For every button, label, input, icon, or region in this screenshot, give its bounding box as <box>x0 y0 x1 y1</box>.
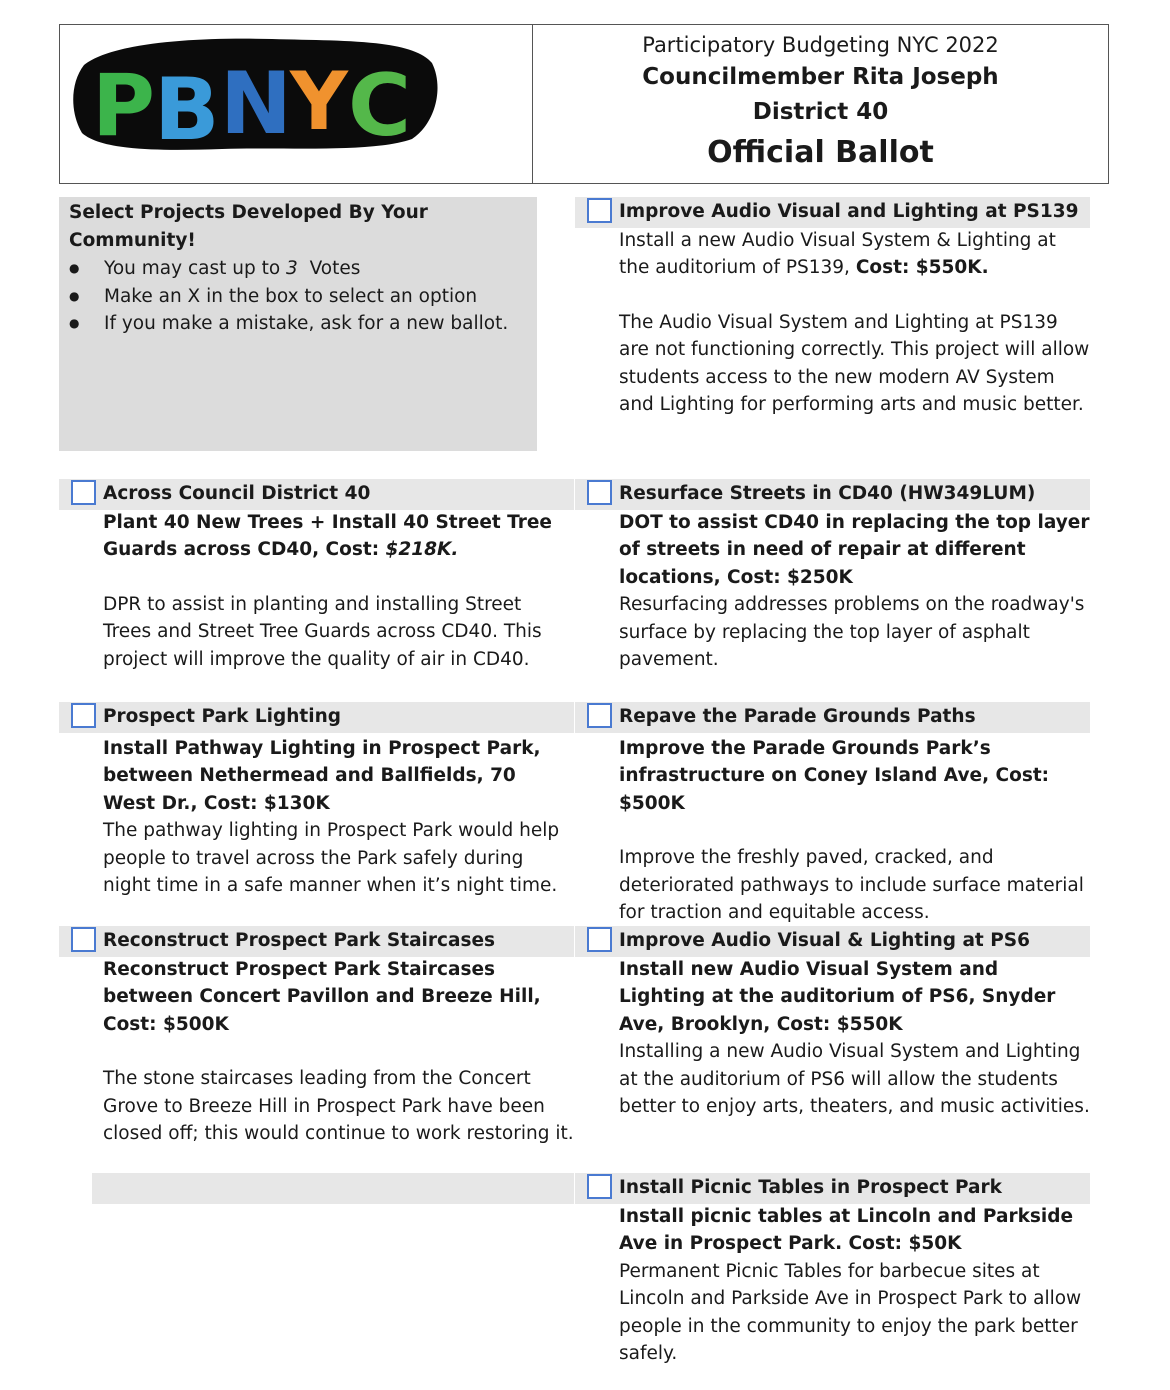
project-ps139-av <box>575 197 1090 418</box>
project-body <box>575 732 1090 926</box>
project-body <box>575 956 1090 1120</box>
summary-text: Install a new Audio Visual System & Lighting at the auditorium of PS139, <box>619 230 1056 279</box>
project-header <box>59 479 574 510</box>
program-title: Participatory Budgeting NYC 2022 <box>642 33 999 57</box>
project-header <box>575 479 1090 510</box>
project-header <box>575 197 1090 228</box>
project-trees <box>59 479 574 673</box>
project-description: Installing a new Audio Visual System and Lighting at the auditorium of PS6 will allow the students better to enjoy arts, theaters, and music activities. <box>619 1041 1090 1118</box>
vote-checkbox[interactable] <box>587 480 612 505</box>
vote-count: 3 <box>286 258 298 279</box>
vote-checkbox[interactable] <box>71 703 96 728</box>
project-summary: Improve the Parade Grounds Park’s infrastructure on Coney Island Ave, Cost: $500K <box>619 738 1050 814</box>
project-description: Resurfacing addresses problems on the roadway's surface by replacing the top layer of asphalt pavement. <box>619 594 1085 671</box>
empty-header-bar <box>92 1173 574 1204</box>
project-body <box>59 732 574 899</box>
project-title: Reconstruct Prospect Park Staircases <box>103 930 496 951</box>
logo-letter-c: C <box>348 56 412 153</box>
project-description: Improve the freshly paved, cracked, and deteriorated pathways to include surface material for traction and equitable access. <box>619 847 1084 924</box>
project-resurface-streets <box>575 479 1090 673</box>
ballot-header <box>59 24 1109 184</box>
instructions-title: Select Projects Developed By Your Community! <box>69 202 428 251</box>
logo-cell <box>60 25 533 183</box>
pbnyc-logo <box>72 35 438 153</box>
project-prospect-lighting <box>59 702 574 899</box>
project-picnic-tables <box>575 1173 1090 1367</box>
project-header <box>59 702 574 733</box>
project-description: DPR to assist in planting and installing Street Trees and Street Tree Guards across CD40. This project will improve the quality of air in CD40. <box>103 593 542 670</box>
project-summary: Install new Audio Visual System and Lighting at the auditorium of PS6, Snyder Ave, Brooklyn, Cost: $550K <box>619 959 1056 1035</box>
project-summary: Install Pathway Lighting in Prospect Park, between Nethermead and Ballfields, 70 West Dr., Cost: $130K <box>103 738 541 814</box>
project-ps6-av <box>575 926 1090 1120</box>
title-cell <box>533 25 1108 183</box>
project-title: Repave the Parade Grounds Paths <box>619 706 976 727</box>
instruction-item: ● If you make a mistake, ask for a new ballot. <box>104 310 537 338</box>
district-name: District 40 <box>752 99 889 125</box>
vote-checkbox[interactable] <box>587 927 612 952</box>
project-title: Install Picnic Tables in Prospect Park <box>619 1177 1002 1198</box>
project-header <box>59 926 574 957</box>
project-summary <box>103 509 574 564</box>
project-summary: Install picnic tables at Lincoln and Parkside Ave in Prospect Park. Cost: $50K <box>619 1206 1074 1255</box>
project-cost: Cost: $550K. <box>855 257 989 279</box>
instruction-text: You may cast up to <box>104 258 287 279</box>
project-body <box>59 956 574 1147</box>
project-body <box>59 509 574 673</box>
instructions-box <box>59 197 537 451</box>
vote-checkbox[interactable] <box>71 480 96 505</box>
logo-letter-y: Y <box>290 55 348 148</box>
project-title: Prospect Park Lighting <box>103 706 341 727</box>
project-summary: Reconstruct Prospect Park Staircases between Concert Pavillon and Breeze Hill, Cost: $500K <box>103 959 541 1035</box>
project-title: Resurface Streets in CD40 (HW349LUM) <box>619 483 1036 504</box>
project-body <box>575 1203 1090 1367</box>
logo-letter-n: N <box>220 54 292 153</box>
instruction-item: ● Make an X in the box to select an option <box>104 283 537 311</box>
project-header <box>575 926 1090 957</box>
instructions-list <box>59 255 537 338</box>
project-summary <box>619 227 1090 282</box>
summary-text: Plant 40 New Trees + Install 40 Street Tree Guards across CD40, Cost: <box>103 512 552 561</box>
project-description: The stone staircases leading from the Concert Grove to Breeze Hill in Prospect Park have been closed off; this would continue to work restoring it. <box>103 1068 574 1145</box>
instruction-item <box>104 255 537 283</box>
project-description: The pathway lighting in Prospect Park would help people to travel across the Park safely during night time in a safe manner when it’s night time. <box>103 820 560 897</box>
councilmember-name: Councilmember Rita Joseph <box>642 64 999 90</box>
ballot-title: Official Ballot <box>707 135 934 170</box>
project-staircases <box>59 926 574 1147</box>
project-description: The Audio Visual System and Lighting at PS139 are not functioning correctly. This project will allow students access to the new modern AV System and Lighting for performing arts and music better. <box>619 311 1090 416</box>
project-title: Improve Audio Visual and Lighting at PS139 <box>619 201 1079 222</box>
logo-letter-p: P <box>92 56 156 153</box>
project-body <box>575 509 1090 673</box>
project-parade-grounds <box>575 702 1090 926</box>
project-title: Across Council District 40 <box>103 483 371 504</box>
project-summary: DOT to assist CD40 in replacing the top layer of streets in need of repair at different locations, Cost: $250K <box>619 512 1090 588</box>
logo-letter-b: B <box>154 60 220 153</box>
project-body <box>575 227 1090 418</box>
project-title: Improve Audio Visual & Lighting at PS6 <box>619 930 1030 951</box>
project-description: Permanent Picnic Tables for barbecue sites at Lincoln and Parkside Ave in Prospect Park to allow people in the community to enjoy the park better safely. <box>619 1260 1082 1365</box>
vote-checkbox[interactable] <box>587 198 612 223</box>
vote-checkbox[interactable] <box>587 1174 612 1199</box>
project-header <box>575 1173 1090 1204</box>
vote-checkbox[interactable] <box>587 703 612 728</box>
instruction-text: Votes <box>297 258 361 279</box>
project-cost: $218K. <box>385 539 459 561</box>
project-header <box>575 702 1090 733</box>
vote-checkbox[interactable] <box>71 927 96 952</box>
